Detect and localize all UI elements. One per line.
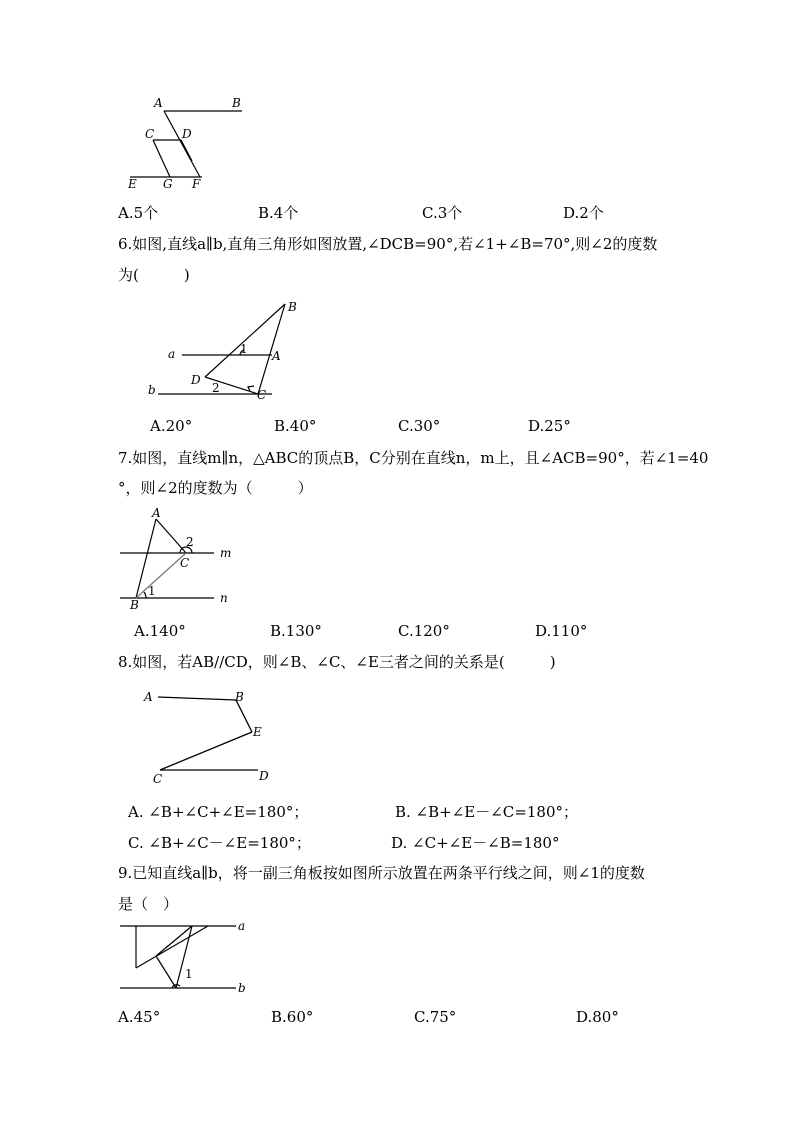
q9-option-a: A.45° — [118, 1008, 161, 1026]
q8-stem: 8.如图，若AB//CD，则∠B、∠C、∠E三者之间的关系是( ) — [118, 653, 556, 671]
q6-diagram — [140, 295, 310, 410]
q6-option-c: C.30° — [398, 417, 441, 435]
q5-label-E: E — [128, 177, 137, 191]
q7-label-m: m — [220, 546, 232, 560]
q9-figure — [118, 918, 250, 998]
q9-stem-line1: 9.已知直线a∥b，将一副三角板按如图所示放置在两条平行线之间，则∠1的度数 — [118, 864, 645, 882]
q8-label-D: D — [259, 769, 269, 783]
q6-option-a: A.20° — [150, 417, 193, 435]
q5-diagram — [120, 92, 250, 192]
q7-label-C: C — [180, 556, 190, 570]
q8-figure — [140, 684, 280, 786]
q6-label-D: D — [191, 373, 201, 387]
q5-option-a: A.5个 — [118, 204, 159, 222]
q7-figure — [116, 505, 241, 613]
q8-option-b: B. ∠B+∠E－∠C=180°； — [395, 803, 578, 821]
q5-label-B: B — [232, 96, 241, 110]
q5-option-d: D.2个 — [563, 204, 604, 222]
q6-stem-line1: 6.如图,直线a∥b,直角三角形如图放置,∠DCB=90°,若∠1+∠B=70°,则∠2的度数 — [118, 235, 658, 253]
q7-option-d: D.110° — [535, 622, 588, 640]
q5-label-C: C — [145, 127, 155, 141]
q9-option-b: B.60° — [271, 1008, 314, 1026]
q7-label-B: B — [130, 598, 139, 612]
q5-option-b: B.4个 — [258, 204, 299, 222]
q8-option-d: D. ∠C+∠E－∠B=180° — [391, 834, 560, 852]
q6-angle-2: 2 — [212, 381, 220, 395]
q9-option-d: D.80° — [576, 1008, 619, 1026]
q8-label-A: A — [144, 690, 153, 704]
q9-angle-1: 1 — [185, 967, 193, 981]
q8-option-a: A. ∠B+∠C+∠E=180°； — [128, 803, 309, 821]
q5-figure — [120, 92, 250, 192]
q9-label-a: a — [238, 919, 246, 933]
q9-stem-line2: 是（ ） — [118, 895, 179, 913]
q8-option-c: C. ∠B+∠C－∠E=180°； — [128, 834, 311, 852]
q6-figure — [140, 295, 310, 410]
q6-label-A: A — [272, 349, 281, 363]
q6-option-d: D.25° — [528, 417, 571, 435]
q7-stem-line1: 7.如图，直线m∥n，△ABC的顶点B，C分别在直线n，m上，且∠ACB=90°，若∠1=40 — [118, 449, 709, 467]
q5-label-D: D — [182, 127, 192, 141]
q6-label-C: C — [257, 388, 267, 402]
q9-option-c: C.75° — [414, 1008, 457, 1026]
q5-label-A: A — [154, 96, 163, 110]
q5-option-c: C.3个 — [422, 204, 463, 222]
q7-label-n: n — [220, 591, 228, 605]
q6-option-b: B.40° — [274, 417, 317, 435]
q6-label-b: b — [148, 383, 156, 397]
q5-label-F: F — [192, 177, 201, 191]
q7-diagram — [116, 505, 241, 613]
q6-angle-1: 1 — [240, 342, 248, 356]
q8-diagram — [140, 684, 280, 786]
q7-angle-2: 2 — [186, 535, 194, 549]
q7-angle-1: 1 — [148, 584, 156, 598]
q7-option-c: C.120° — [398, 622, 450, 640]
q6-stem-line2: 为( ) — [118, 266, 190, 284]
q7-option-b: B.130° — [270, 622, 322, 640]
q8-label-B: B — [235, 690, 244, 704]
q7-label-A: A — [152, 506, 161, 520]
q5-label-G: G — [163, 177, 173, 191]
q6-label-a: a — [168, 347, 176, 361]
q6-label-B: B — [288, 300, 297, 314]
q9-label-b: b — [238, 981, 246, 995]
q7-option-a: A.140° — [134, 622, 186, 640]
q8-label-C: C — [153, 772, 163, 786]
q9-diagram — [118, 918, 250, 998]
q8-label-E: E — [253, 725, 262, 739]
q7-stem-line2: °，则∠2的度数为（ ） — [118, 479, 313, 497]
